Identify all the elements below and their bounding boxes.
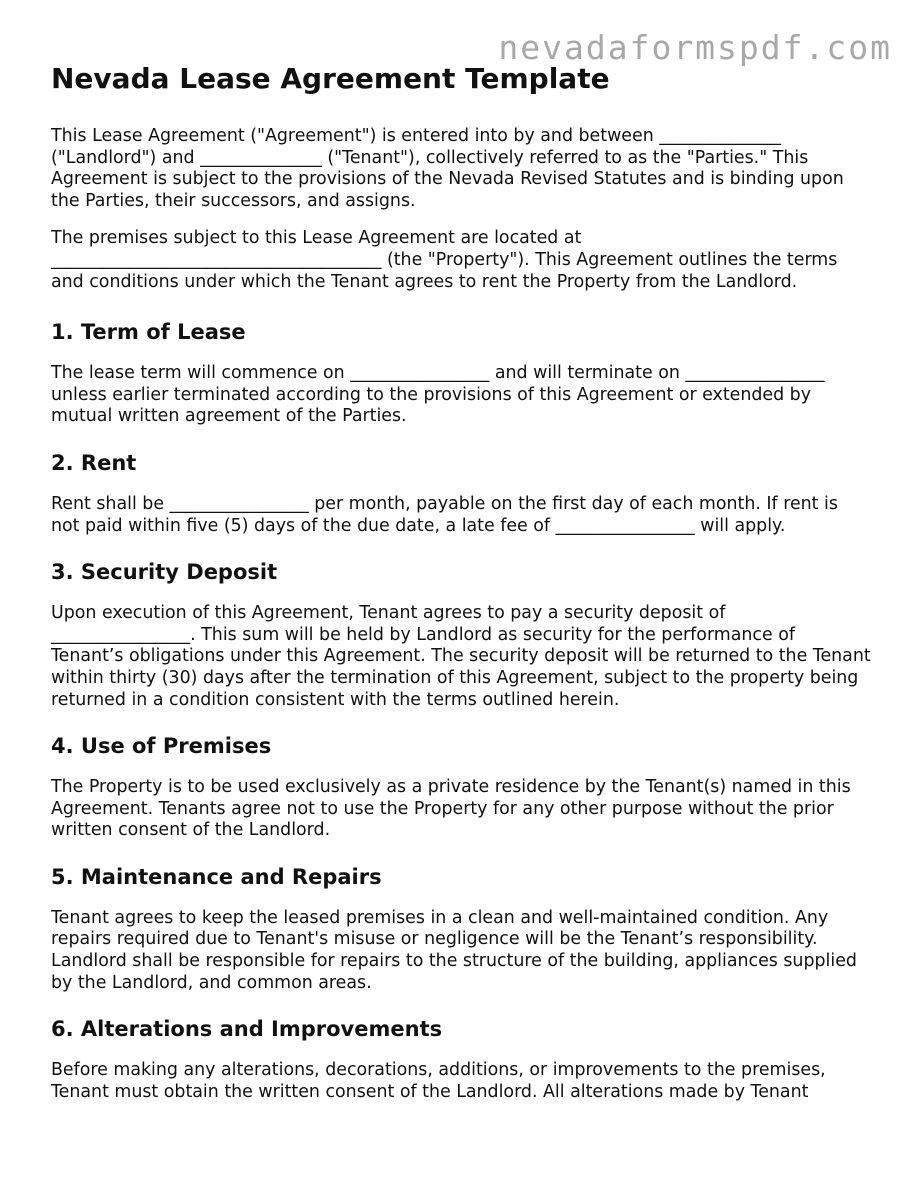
section-heading-rent: 2. Rent: [51, 450, 137, 475]
document-page: [51, 60, 871, 1119]
section-heading-use-of-premises: 4. Use of Premises: [51, 734, 272, 759]
section-body-security-deposit: Upon execution of this Agreement, Tenant agrees to pay a security deposit of ________________. This sum will be held by Landlord as security for the performance of Tenant’s obligations under this Agreement. The security deposit will be returned to the Tenant within thirty (30) days after the termination of this Agreement, subject to the property being returned in a condition consistent with the terms outlined herein.: [51, 603, 871, 710]
section-body-use-of-premises: The Property is to be used exclusively as a private residence by the Tenant(s) named in this Agreement. Tenants agree not to use the Property for any other purpose without the prior written consent of the Landlord.: [51, 777, 851, 841]
section-heading-maintenance-and-repairs: 5. Maintenance and Repairs: [51, 864, 382, 889]
intro-paragraph-parties: This Lease Agreement ("Agreement") is entered into by and between ______________ ("Landlord") and ______________ ("Tenant"), collectively referred to as the "Parties." This Agreement is subject to the provisions of the Nevada Revised Statutes and is binding upon the Parties, their successors, and assigns.: [51, 126, 844, 211]
intro-paragraph-premises: The premises subject to this Lease Agreement are located at ______________________________________ (the "Property"). This Agreement outlines the terms and conditions under which the Tenant agrees to rent the Property from the Landlord.: [51, 228, 838, 292]
section-heading-alterations-and-improvements: 6. Alterations and Improvements: [51, 1017, 443, 1042]
document-title: Nevada Lease Agreement Template: [51, 62, 610, 95]
section-body-maintenance-and-repairs: Tenant agrees to keep the leased premises in a clean and well-maintained condition. Any repairs required due to Tenant's misuse or negligence will be the Tenant’s responsibility. Landlord shall be responsible for repairs to the structure of the building, appliances supplied by the Landlord, and common areas.: [51, 907, 857, 993]
section-heading-security-deposit: 3. Security Deposit: [51, 560, 278, 585]
section-body-term-of-lease: The lease term will commence on ________________ and will terminate on ________________ unless earlier terminated according to the provisions of this Agreement or extended by mutual written agreement of the Parties.: [51, 363, 825, 427]
watermark: nevadaformspdf.com: [498, 28, 892, 67]
section-heading-term-of-lease: 1. Term of Lease: [51, 320, 246, 345]
section-body-alterations-and-improvements: Before making any alterations, decorations, additions, or improvements to the premises, Tenant must obtain the written consent of the Landlord. All alterations made by Tenant: [51, 1060, 826, 1102]
section-body-rent: Rent shall be ________________ per month, payable on the first day of each month. If rent is not paid within five (5) days of the due date, a late fee of ________________ will apply.: [51, 493, 838, 536]
